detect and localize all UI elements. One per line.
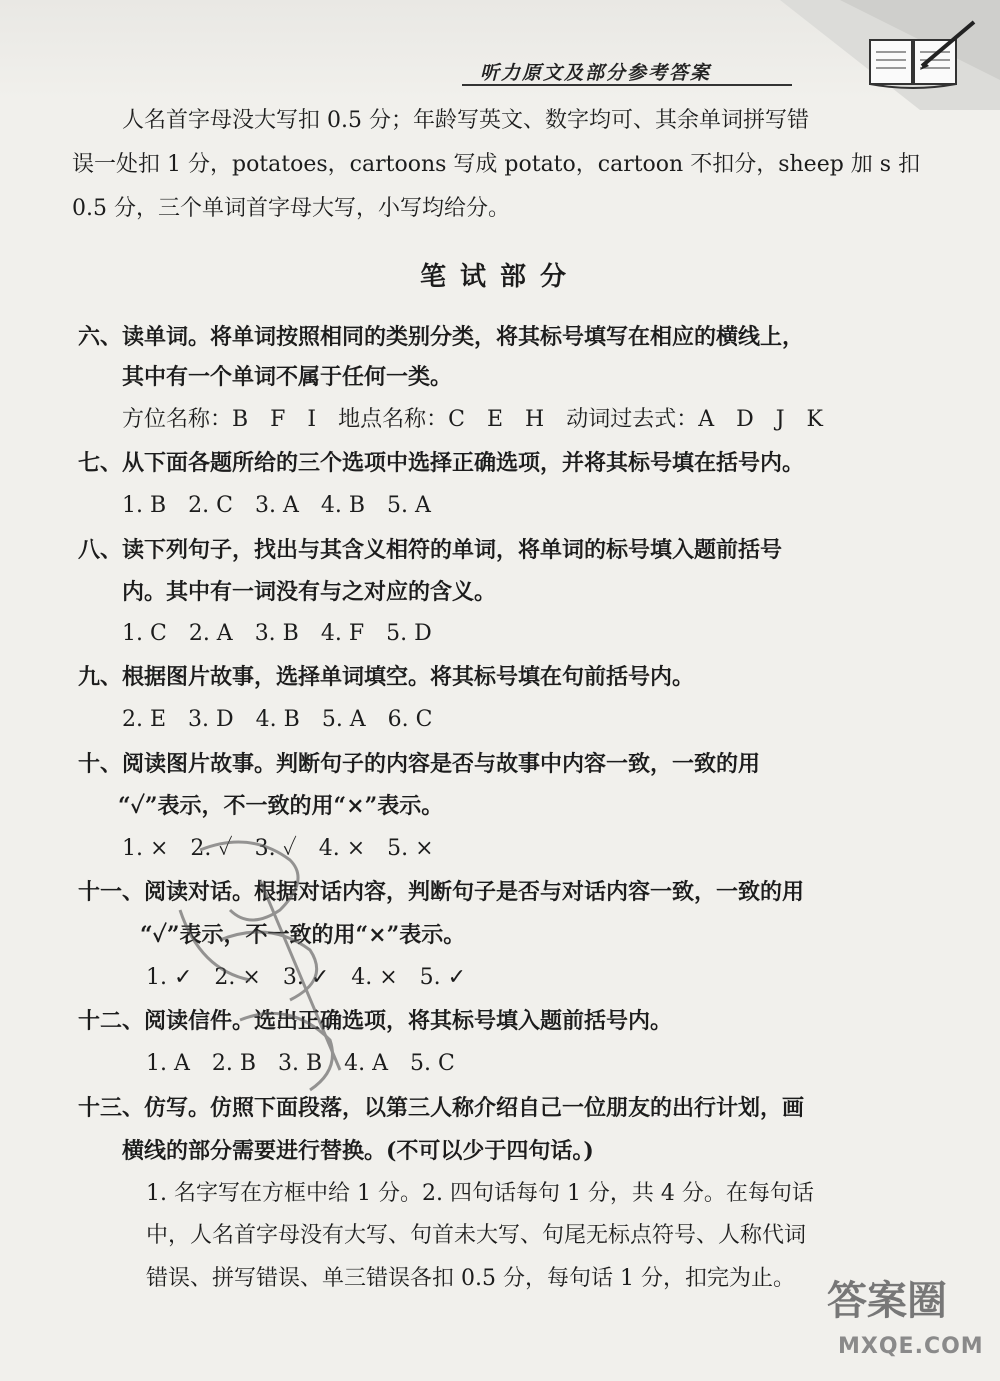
q8-line-2: 内。其中有一词没有与之对应的含义。 xyxy=(122,579,497,605)
intro-line-3: 0.5 分，三个单词首字母大写，小写均给分。 xyxy=(72,196,510,221)
q11-answer: 1. ✓ 2. × 3. ✓ 4. × 5. ✓ xyxy=(146,965,467,990)
header-rule xyxy=(462,84,792,86)
q8-line-1: 八、读下列句子，找出与其含义相符的单词，将单词的标号填入题前括号 xyxy=(78,537,783,563)
q9-answer: 2. E 3. D 4. B 5. A 6. C xyxy=(122,707,433,732)
q7-line-1: 七、从下面各题所给的三个选项中选择正确选项，并将其标号填在括号内。 xyxy=(78,450,805,476)
q9-line-1: 九、根据图片故事，选择单词填空。将其标号填在句前括号内。 xyxy=(78,664,695,690)
q10-answer: 1. × 2. ✓ 3. ✓ 4. × 5. × xyxy=(122,836,434,861)
intro-line-2: 误一处扣 1 分，potatoes，cartoons 写成 potato，cartoon 不扣分，sheep 加 s 扣 xyxy=(72,152,921,177)
q11-line-2: “✓”表示，不一致的用“×”表示。 xyxy=(140,922,466,948)
q12-answer: 1. A 2. B 3. B 4. A 5. C xyxy=(146,1051,455,1076)
q12-line-1: 十二、阅读信件。选出正确选项，将其标号填入题前括号内。 xyxy=(78,1008,673,1034)
q6-line-2: 其中有一个单词不属于任何一类。 xyxy=(122,364,453,390)
q10-line-1: 十、阅读图片故事。判断句子的内容是否与故事中内容一致，一致的用 xyxy=(78,751,761,777)
q13-answer-line-3: 错误、拼写错误、单三错误各扣 0.5 分，每句话 1 分，扣完为止。 xyxy=(146,1266,795,1291)
corner-logo-mark: 答案圈 xyxy=(827,1278,947,1324)
corner-logo-domain: MXQE.COM xyxy=(838,1334,984,1359)
q13-line-1: 十三、仿写。仿照下面段落，以第三人称介绍自己一位朋友的出行计划，画 xyxy=(78,1095,805,1121)
header-decoration xyxy=(670,0,1000,110)
q10-line-2: “✓”表示，不一致的用“×”表示。 xyxy=(118,793,444,819)
q6-line-1: 六、读单词。将单词按照相同的类别分类，将其标号填写在相应的横线上， xyxy=(78,324,805,350)
q13-answer-line-1: 1. 名字写在方框中给 1 分。2. 四句话每句 1 分，共 4 分。在每句话 xyxy=(146,1181,814,1206)
q7-answer: 1. B 2. C 3. A 4. B 5. A xyxy=(122,493,431,518)
q11-line-1: 十一、阅读对话。根据对话内容，判断句子是否与对话内容一致，一致的用 xyxy=(78,879,805,905)
section-heading: 笔试部分 xyxy=(419,262,580,292)
q13-line-2: 横线的部分需要进行替换。(不可以少于四句话。) xyxy=(122,1138,594,1164)
header-title: 听力原文及部分参考答案 xyxy=(480,62,712,84)
q13-answer-line-2: 中，人名首字母没有大写、句首未大写、句尾无标点符号、人称代词 xyxy=(146,1223,807,1248)
intro-line-1: 人名首字母没大写扣 0.5 分；年龄写英文、数字均可、其余单词拼写错 xyxy=(122,108,809,133)
q8-answer: 1. C 2. A 3. B 4. F 5. D xyxy=(122,621,432,646)
q6-answer: 方位名称：B F I 地点名称：C E H 动词过去式：A D J K xyxy=(122,407,823,432)
